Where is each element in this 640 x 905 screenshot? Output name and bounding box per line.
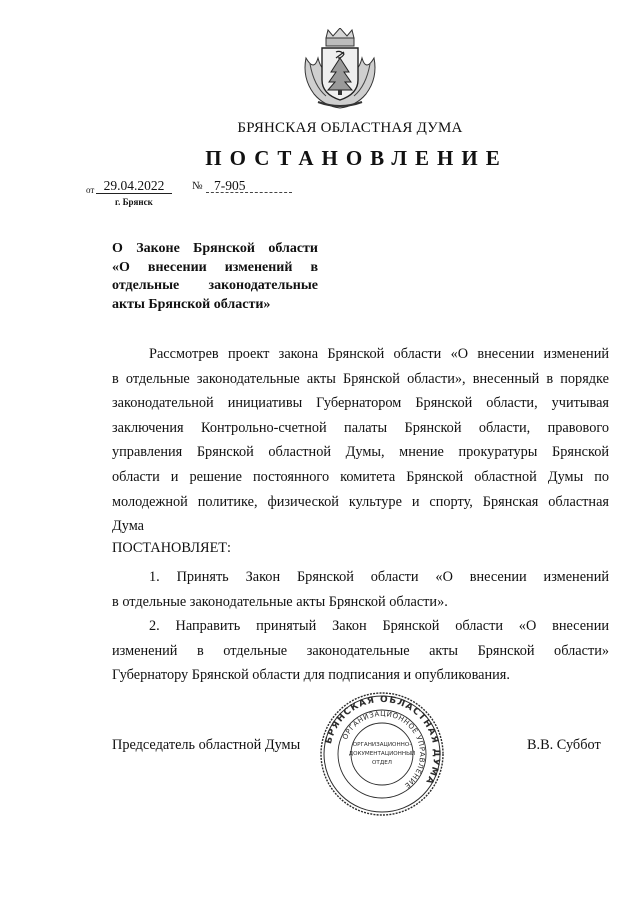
subject-line: О Законе Брянской области [112,241,318,256]
council-name: БРЯНСКАЯ ОБЛАСТНАЯ ДУМА [237,120,463,136]
decree-date: 29.04.2022 [96,178,172,194]
intro-paragraph [112,342,609,539]
stamp-center-line: ОТДЕЛ [372,760,392,766]
bryansk-coat-of-arms-icon [300,28,380,112]
stamp-outer-text: БРЯНСКАЯ ОБЛАСТНАЯ ДУМА [324,694,442,787]
paragraph-line: Дума [112,518,145,535]
stamp-ring-text: ОРГАНИЗАЦИОННОЕ УПРАВЛЕНИЕ [341,709,427,790]
paragraph-line: управления Брянской областной Думы, мнение прокуратуры Брянской [112,444,609,461]
decree-subject [112,240,318,314]
official-stamp [318,690,446,818]
signatory-title: Председатель областной Думы [112,737,301,753]
paragraph-line: заключения Контрольно-счетной палаты Брянской области, правового [112,419,609,436]
paragraph-line: законодательной инициативы Губернатором Брянской области, учитывая [112,395,609,412]
paragraph-line: Губернатору Брянской области для подписания и опубликования. [112,667,510,684]
paragraph-line: изменений в отдельные законодательные акты Брянской области» [112,642,609,659]
paragraph-line: области и решение постоянного комитета Брянской областной Думы по [112,468,609,485]
paragraph-line: 2. Направить принятый Закон Брянской области «О внесении [149,618,609,634]
decree-number: 7-905 [206,178,292,193]
document-type-title: ПОСТАНОВЛЕНИЕ [205,146,508,170]
subject-line: «О внесении изменений в [112,259,318,275]
paragraph-line: в отдельные законодательные акты Брянской области», внесенный в порядке [112,370,609,387]
decree-verb: ПОСТАНОВЛЯЕТ: [112,540,232,556]
city-label: г. Брянск [115,197,153,207]
number-prefix: № [192,180,203,192]
subject-line: акты Брянской области» [112,296,271,312]
paragraph-line: в отдельные законодательные акты Брянской области». [112,593,448,610]
subject-line: отдельные законодательные [112,278,318,293]
decree-item-2 [112,614,609,688]
paragraph-line: молодежной политике, физической культуре и спорту, Брянская областная [112,493,609,510]
stamp-center-line: ОРГАНИЗАЦИОННО- [352,742,412,748]
decree-item-1 [112,565,609,614]
signatory-name: В.В. Суббот [527,737,601,753]
date-prefix: от [86,185,95,195]
paragraph-line: Рассмотрев проект закона Брянской области «О внесении изменений [149,346,609,362]
paragraph-line: 1. Принять Закон Брянской области «О внесении изменений [149,569,609,585]
svg-text:ОРГАНИЗАЦИОННОЕ УПРАВЛЕНИЕ [341,710,426,790]
stamp-center-line: ДОКУМЕНТАЦИОННЫЙ [348,751,416,757]
